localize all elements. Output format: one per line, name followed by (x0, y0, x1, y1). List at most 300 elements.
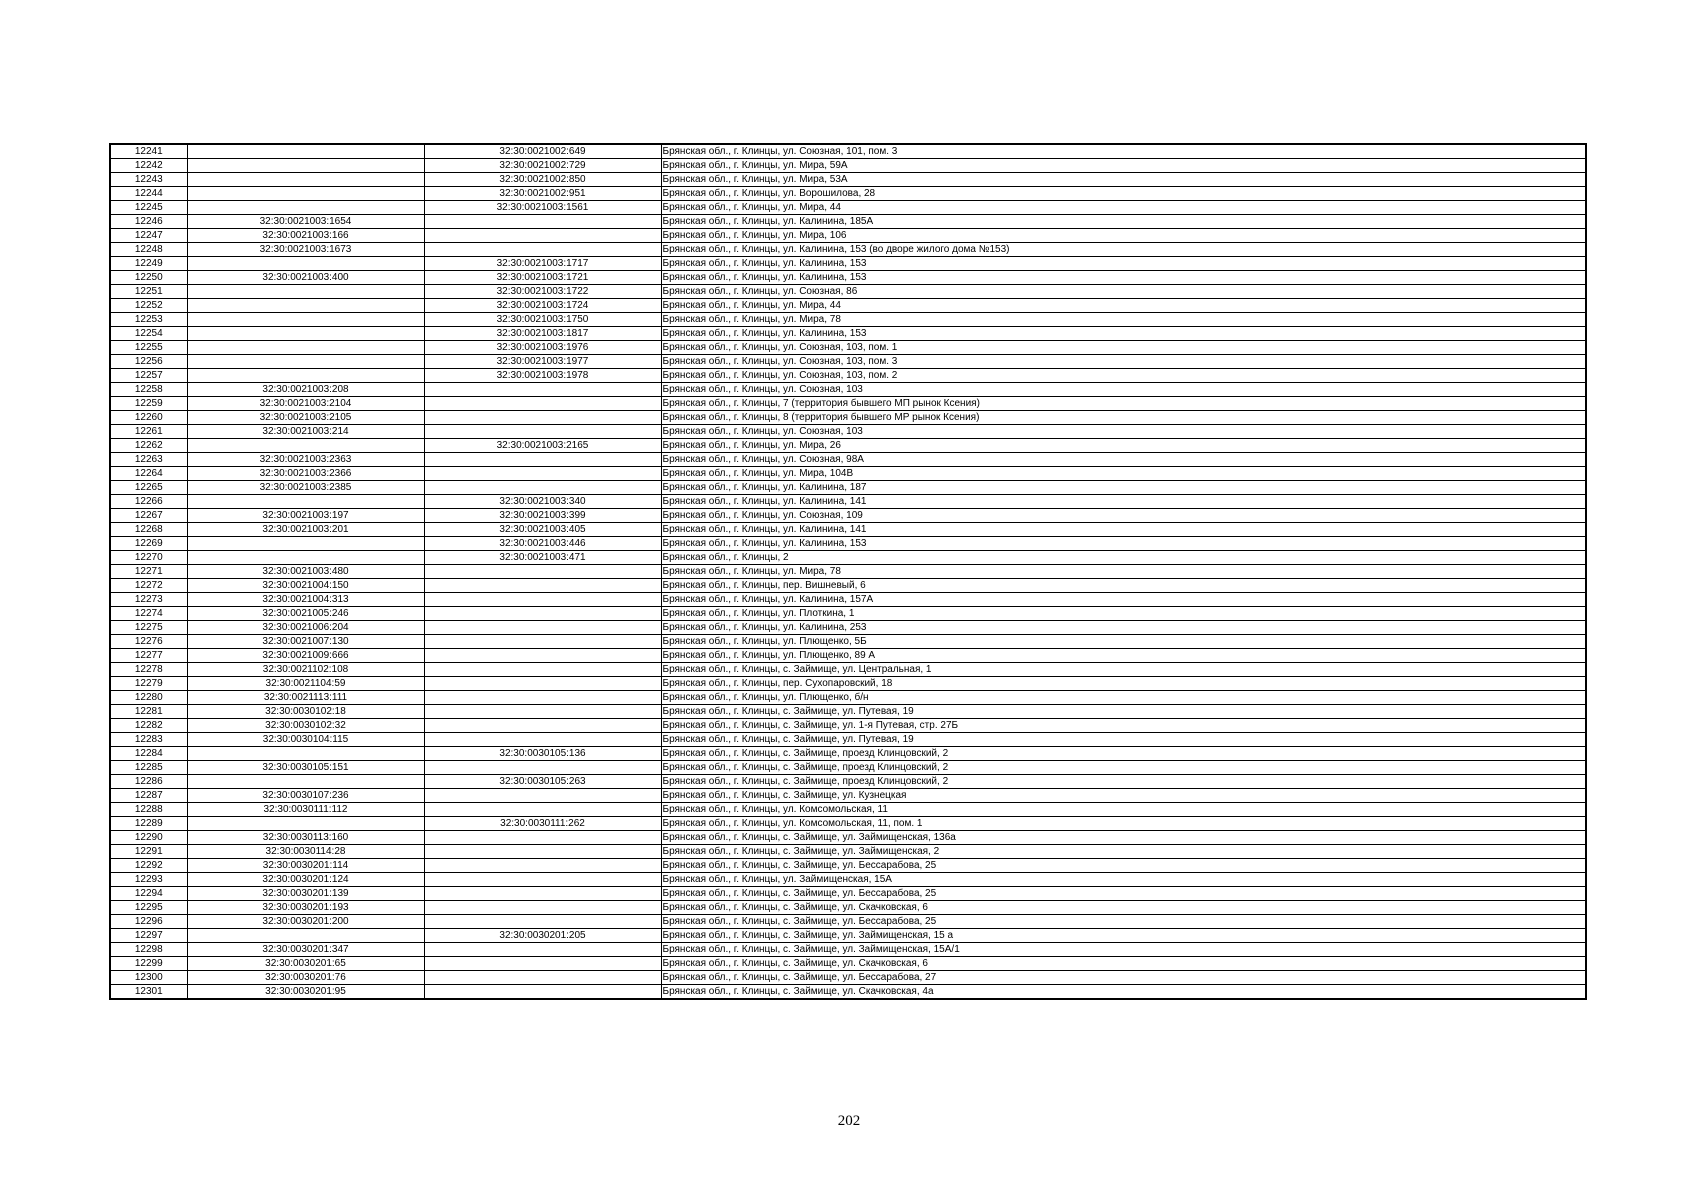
address-cell: Брянская обл., г. Клинцы, 8 (территория бывшего МР рынок Ксения) (661, 411, 1586, 425)
address-cell: Брянская обл., г. Клинцы, ул. Плющенко, 89 А (661, 649, 1586, 663)
cadastral-number-cell (187, 313, 424, 327)
address-cell: Брянская обл., г. Клинцы, с. Займище, ул. Путевая, 19 (661, 705, 1586, 719)
cadastral-number-alt-cell: 32:30:0021003:446 (424, 537, 661, 551)
cadastral-number-cell: 32:30:0030201:193 (187, 901, 424, 915)
table-row (110, 341, 1586, 355)
row-number-cell: 12253 (110, 313, 187, 327)
cadastral-number-alt-cell: 32:30:0021002:850 (424, 173, 661, 187)
cadastral-number-alt-cell (424, 859, 661, 873)
cadastral-number-alt-cell: 32:30:0030201:205 (424, 929, 661, 943)
cadastral-number-cell (187, 775, 424, 789)
address-cell: Брянская обл., г. Клинцы, ул. Мира, 104В (661, 467, 1586, 481)
address-cell: Брянская обл., г. Клинцы, ул. Калинина, 153 (661, 327, 1586, 341)
cadastral-number-cell: 32:30:0021003:214 (187, 425, 424, 439)
cadastral-number-alt-cell (424, 215, 661, 229)
cadastral-number-cell: 32:30:0021113:111 (187, 691, 424, 705)
cadastral-number-cell: 32:30:0030114:28 (187, 845, 424, 859)
row-number-cell: 12249 (110, 257, 187, 271)
row-number-cell: 12299 (110, 957, 187, 971)
cadastral-number-cell: 32:30:0021003:166 (187, 229, 424, 243)
cadastral-number-cell: 32:30:0021007:130 (187, 635, 424, 649)
row-number-cell: 12291 (110, 845, 187, 859)
address-cell: Брянская обл., г. Клинцы, ул. Союзная, 103 (661, 425, 1586, 439)
cadastral-number-cell: 32:30:0021003:480 (187, 565, 424, 579)
cadastral-number-alt-cell (424, 789, 661, 803)
cadastral-number-cell: 32:30:0030102:18 (187, 705, 424, 719)
table-row (110, 691, 1586, 705)
cadastral-number-alt-cell: 32:30:0021003:1977 (424, 355, 661, 369)
cadastral-number-alt-cell (424, 467, 661, 481)
table-row (110, 957, 1586, 971)
cadastral-number-cell: 32:30:0030201:200 (187, 915, 424, 929)
row-number-cell: 12297 (110, 929, 187, 943)
cadastral-number-cell: 32:30:0021006:204 (187, 621, 424, 635)
cadastral-number-alt-cell: 32:30:0021003:1724 (424, 299, 661, 313)
row-number-cell: 12288 (110, 803, 187, 817)
row-number-cell: 12242 (110, 159, 187, 173)
cadastral-number-alt-cell (424, 635, 661, 649)
address-cell: Брянская обл., г. Клинцы, ул. Калинина, 153 (661, 537, 1586, 551)
cadastral-number-alt-cell (424, 229, 661, 243)
cadastral-number-alt-cell (424, 565, 661, 579)
cadastral-number-alt-cell (424, 985, 661, 1000)
table-row (110, 565, 1586, 579)
cadastral-number-cell: 32:30:0021003:2366 (187, 467, 424, 481)
address-cell: Брянская обл., г. Клинцы, ул. Комсомольская, 11, пом. 1 (661, 817, 1586, 831)
table-row (110, 369, 1586, 383)
address-cell: Брянская обл., г. Клинцы, ул. Союзная, 103 (661, 383, 1586, 397)
table-row (110, 901, 1586, 915)
cadastral-number-cell (187, 257, 424, 271)
table-row (110, 733, 1586, 747)
row-number-cell: 12293 (110, 873, 187, 887)
cadastral-number-alt-cell: 32:30:0021003:2165 (424, 439, 661, 453)
address-cell: Брянская обл., г. Клинцы, ул. Союзная, 86 (661, 285, 1586, 299)
address-cell: Брянская обл., г. Клинцы, ул. Калинина, 141 (661, 495, 1586, 509)
address-cell: Брянская обл., г. Клинцы, ул. Союзная, 103, пом. 3 (661, 355, 1586, 369)
cadastral-number-cell (187, 439, 424, 453)
table-row (110, 803, 1586, 817)
cadastral-number-cell: 32:30:0021003:201 (187, 523, 424, 537)
table-row (110, 649, 1586, 663)
table-row (110, 201, 1586, 215)
cadastral-number-cell (187, 201, 424, 215)
cadastral-number-cell: 32:30:0030104:115 (187, 733, 424, 747)
row-number-cell: 12261 (110, 425, 187, 439)
address-cell: Брянская обл., г. Клинцы, с. Займище, ул. Центральная, 1 (661, 663, 1586, 677)
cadastral-number-cell (187, 341, 424, 355)
address-cell: Брянская обл., г. Клинцы, ул. Союзная, 98А (661, 453, 1586, 467)
address-cell: Брянская обл., г. Клинцы, с. Займище, ул. Бессарабова, 25 (661, 859, 1586, 873)
address-cell: Брянская обл., г. Клинцы, с. Займище, ул. Займищенская, 2 (661, 845, 1586, 859)
table-row (110, 551, 1586, 565)
table-row (110, 719, 1586, 733)
address-cell: Брянская обл., г. Клинцы, ул. Плоткина, 1 (661, 607, 1586, 621)
cadastral-number-cell: 32:30:0030201:65 (187, 957, 424, 971)
cadastral-number-alt-cell (424, 957, 661, 971)
address-cell: Брянская обл., г. Клинцы, с. Займище, ул. Займищенская, 136а (661, 831, 1586, 845)
cadastral-number-cell (187, 817, 424, 831)
row-number-cell: 12300 (110, 971, 187, 985)
address-cell: Брянская обл., г. Клинцы, с. Займище, ул. Бессарабова, 25 (661, 887, 1586, 901)
registry-table (109, 143, 1587, 1000)
row-number-cell: 12263 (110, 453, 187, 467)
cadastral-number-cell (187, 369, 424, 383)
address-cell: Брянская обл., г. Клинцы, ул. Плющенко, б/н (661, 691, 1586, 705)
cadastral-number-cell (187, 537, 424, 551)
address-cell: Брянская обл., г. Клинцы, ул. Калинина, 187 (661, 481, 1586, 495)
address-cell: Брянская обл., г. Клинцы, с. Займище, проезд Клинцовский, 2 (661, 761, 1586, 775)
row-number-cell: 12245 (110, 201, 187, 215)
table-row (110, 439, 1586, 453)
cadastral-number-alt-cell (424, 677, 661, 691)
row-number-cell: 12267 (110, 509, 187, 523)
cadastral-number-alt-cell: 32:30:0021003:399 (424, 509, 661, 523)
address-cell: Брянская обл., г. Клинцы, ул. Калинина, 153 (661, 257, 1586, 271)
table-row (110, 397, 1586, 411)
address-cell: Брянская обл., г. Клинцы, с. Займище, ул. Кузнецкая (661, 789, 1586, 803)
cadastral-number-cell: 32:30:0030201:76 (187, 971, 424, 985)
row-number-cell: 12285 (110, 761, 187, 775)
row-number-cell: 12282 (110, 719, 187, 733)
cadastral-number-alt-cell (424, 761, 661, 775)
table-row (110, 663, 1586, 677)
cadastral-number-cell: 32:30:0030201:124 (187, 873, 424, 887)
table-row (110, 887, 1586, 901)
cadastral-number-cell: 32:30:0030107:236 (187, 789, 424, 803)
table-row (110, 971, 1586, 985)
cadastral-number-cell: 32:30:0021102:108 (187, 663, 424, 677)
cadastral-number-alt-cell (424, 383, 661, 397)
table-row (110, 523, 1586, 537)
address-cell: Брянская обл., г. Клинцы, с. Займище, ул. Займищенская, 15А/1 (661, 943, 1586, 957)
cadastral-number-alt-cell (424, 705, 661, 719)
cadastral-number-alt-cell (424, 845, 661, 859)
table-row (110, 271, 1586, 285)
row-number-cell: 12268 (110, 523, 187, 537)
table-row (110, 747, 1586, 761)
cadastral-number-alt-cell: 32:30:0021003:1561 (424, 201, 661, 215)
row-number-cell: 12284 (110, 747, 187, 761)
table-row (110, 915, 1586, 929)
row-number-cell: 12301 (110, 985, 187, 1000)
table-row (110, 761, 1586, 775)
address-cell: Брянская обл., г. Клинцы, ул. Калинина, 141 (661, 523, 1586, 537)
row-number-cell: 12296 (110, 915, 187, 929)
address-cell: Брянская обл., г. Клинцы, с. Займище, проезд Клинцовский, 2 (661, 775, 1586, 789)
cadastral-number-alt-cell (424, 621, 661, 635)
row-number-cell: 12274 (110, 607, 187, 621)
address-cell: Брянская обл., г. Клинцы, с. Займище, ул. Скачковская, 6 (661, 957, 1586, 971)
cadastral-number-cell: 32:30:0021003:2363 (187, 453, 424, 467)
row-number-cell: 12244 (110, 187, 187, 201)
table-row (110, 481, 1586, 495)
cadastral-number-cell (187, 299, 424, 313)
cadastral-number-cell: 32:30:0030201:95 (187, 985, 424, 1000)
cadastral-number-alt-cell: 32:30:0021002:951 (424, 187, 661, 201)
address-cell: Брянская обл., г. Клинцы, ул. Мира, 44 (661, 299, 1586, 313)
address-cell: Брянская обл., г. Клинцы, ул. Мира, 44 (661, 201, 1586, 215)
cadastral-number-cell: 32:30:0030201:347 (187, 943, 424, 957)
table-row (110, 537, 1586, 551)
row-number-cell: 12292 (110, 859, 187, 873)
cadastral-number-alt-cell: 32:30:0030105:263 (424, 775, 661, 789)
cadastral-number-alt-cell (424, 663, 661, 677)
address-cell: Брянская обл., г. Клинцы, ул. Калинина, 253 (661, 621, 1586, 635)
row-number-cell: 12251 (110, 285, 187, 299)
cadastral-number-cell (187, 144, 424, 159)
table-row (110, 327, 1586, 341)
cadastral-number-cell (187, 551, 424, 565)
cadastral-number-alt-cell (424, 873, 661, 887)
cadastral-number-cell: 32:30:0030201:114 (187, 859, 424, 873)
address-cell: Брянская обл., г. Клинцы, ул. Калинина, 153 (661, 271, 1586, 285)
cadastral-number-alt-cell (424, 915, 661, 929)
table-row (110, 985, 1586, 1000)
row-number-cell: 12256 (110, 355, 187, 369)
row-number-cell: 12270 (110, 551, 187, 565)
row-number-cell: 12250 (110, 271, 187, 285)
cadastral-number-alt-cell: 32:30:0021002:729 (424, 159, 661, 173)
cadastral-number-cell (187, 187, 424, 201)
table-row (110, 943, 1586, 957)
table-row (110, 859, 1586, 873)
cadastral-number-cell: 32:30:0021004:313 (187, 593, 424, 607)
cadastral-number-alt-cell (424, 901, 661, 915)
cadastral-number-alt-cell (424, 831, 661, 845)
address-cell: Брянская обл., г. Клинцы, ул. Калинина, 157А (661, 593, 1586, 607)
cadastral-number-cell: 32:30:0021003:2385 (187, 481, 424, 495)
cadastral-number-alt-cell: 32:30:0021003:471 (424, 551, 661, 565)
cadastral-number-cell: 32:30:0021003:1673 (187, 243, 424, 257)
cadastral-number-cell: 32:30:0030201:139 (187, 887, 424, 901)
row-number-cell: 12266 (110, 495, 187, 509)
table-row (110, 285, 1586, 299)
cadastral-number-cell: 32:30:0021009:666 (187, 649, 424, 663)
table-row (110, 789, 1586, 803)
cadastral-number-alt-cell (424, 691, 661, 705)
table-row (110, 229, 1586, 243)
row-number-cell: 12257 (110, 369, 187, 383)
row-number-cell: 12295 (110, 901, 187, 915)
table-row (110, 355, 1586, 369)
cadastral-number-alt-cell (424, 425, 661, 439)
row-number-cell: 12271 (110, 565, 187, 579)
cadastral-number-cell (187, 929, 424, 943)
address-cell: Брянская обл., г. Клинцы, 2 (661, 551, 1586, 565)
cadastral-number-alt-cell (424, 411, 661, 425)
table-row (110, 159, 1586, 173)
address-cell: Брянская обл., г. Клинцы, с. Займище, ул. Скачковская, 6 (661, 901, 1586, 915)
table-row (110, 873, 1586, 887)
address-cell: Брянская обл., г. Клинцы, с. Займище, ул. Бессарабова, 27 (661, 971, 1586, 985)
row-number-cell: 12252 (110, 299, 187, 313)
table-row (110, 467, 1586, 481)
row-number-cell: 12294 (110, 887, 187, 901)
row-number-cell: 12277 (110, 649, 187, 663)
cadastral-number-alt-cell (424, 719, 661, 733)
cadastral-number-cell: 32:30:0021005:246 (187, 607, 424, 621)
row-number-cell: 12258 (110, 383, 187, 397)
table-row (110, 411, 1586, 425)
address-cell: Брянская обл., г. Клинцы, с. Займище, ул. Путевая, 19 (661, 733, 1586, 747)
table-row (110, 775, 1586, 789)
row-number-cell: 12276 (110, 635, 187, 649)
address-cell: Брянская обл., г. Клинцы, с. Займище, ул. Бессарабова, 25 (661, 915, 1586, 929)
page-number: 202 (837, 1113, 861, 1129)
address-cell: Брянская обл., г. Клинцы, ул. Мира, 59А (661, 159, 1586, 173)
cadastral-number-alt-cell (424, 649, 661, 663)
address-cell: Брянская обл., г. Клинцы, ул. Калинина, 185А (661, 215, 1586, 229)
row-number-cell: 12286 (110, 775, 187, 789)
row-number-cell: 12279 (110, 677, 187, 691)
address-cell: Брянская обл., г. Клинцы, ул. Союзная, 101, пом. 3 (661, 144, 1586, 159)
row-number-cell: 12290 (110, 831, 187, 845)
row-number-cell: 12254 (110, 327, 187, 341)
cadastral-number-cell: 32:30:0030102:32 (187, 719, 424, 733)
cadastral-number-alt-cell (424, 733, 661, 747)
cadastral-number-alt-cell: 32:30:0021003:1750 (424, 313, 661, 327)
table-row (110, 593, 1586, 607)
cadastral-number-cell (187, 327, 424, 341)
table-row (110, 831, 1586, 845)
address-cell: Брянская обл., г. Клинцы, с. Займище, ул. Займищенская, 15 а (661, 929, 1586, 943)
address-cell: Брянская обл., г. Клинцы, ул. Мира, 106 (661, 229, 1586, 243)
row-number-cell: 12265 (110, 481, 187, 495)
cadastral-number-cell: 32:30:0030105:151 (187, 761, 424, 775)
table-row (110, 299, 1586, 313)
row-number-cell: 12259 (110, 397, 187, 411)
table-row (110, 607, 1586, 621)
cadastral-number-alt-cell: 32:30:0030111:262 (424, 817, 661, 831)
cadastral-number-alt-cell: 32:30:0021003:1978 (424, 369, 661, 383)
table-row (110, 621, 1586, 635)
cadastral-number-alt-cell (424, 243, 661, 257)
address-cell: Брянская обл., г. Клинцы, ул. Союзная, 109 (661, 509, 1586, 523)
table-row (110, 509, 1586, 523)
row-number-cell: 12281 (110, 705, 187, 719)
address-cell: Брянская обл., г. Клинцы, с. Займище, ул. 1-я Путевая, стр. 27Б (661, 719, 1586, 733)
cadastral-number-alt-cell: 32:30:0021003:1976 (424, 341, 661, 355)
address-cell: Брянская обл., г. Клинцы, ул. Плющенко, 5Б (661, 635, 1586, 649)
cadastral-number-cell: 32:30:0030111:112 (187, 803, 424, 817)
table-row (110, 677, 1586, 691)
cadastral-number-cell: 32:30:0021003:2105 (187, 411, 424, 425)
table-row (110, 243, 1586, 257)
row-number-cell: 12272 (110, 579, 187, 593)
cadastral-number-alt-cell (424, 453, 661, 467)
cadastral-number-cell: 32:30:0021003:1654 (187, 215, 424, 229)
row-number-cell: 12280 (110, 691, 187, 705)
table-row (110, 929, 1586, 943)
row-number-cell: 12246 (110, 215, 187, 229)
cadastral-number-cell: 32:30:0021104:59 (187, 677, 424, 691)
cadastral-number-alt-cell (424, 607, 661, 621)
table-row (110, 453, 1586, 467)
row-number-cell: 12264 (110, 467, 187, 481)
cadastral-number-cell (187, 747, 424, 761)
cadastral-number-cell (187, 159, 424, 173)
address-cell: Брянская обл., г. Клинцы, ул. Мира, 78 (661, 565, 1586, 579)
cadastral-number-cell (187, 285, 424, 299)
cadastral-number-alt-cell (424, 579, 661, 593)
table-row (110, 383, 1586, 397)
table-row (110, 215, 1586, 229)
row-number-cell: 12298 (110, 943, 187, 957)
row-number-cell: 12247 (110, 229, 187, 243)
cadastral-number-alt-cell: 32:30:0021003:405 (424, 523, 661, 537)
cadastral-number-alt-cell (424, 481, 661, 495)
row-number-cell: 12289 (110, 817, 187, 831)
address-cell: Брянская обл., г. Клинцы, ул. Калинина, 153 (во дворе жилого дома №153) (661, 243, 1586, 257)
table-row (110, 635, 1586, 649)
cadastral-number-alt-cell (424, 397, 661, 411)
cadastral-number-alt-cell (424, 887, 661, 901)
address-cell: Брянская обл., г. Клинцы, ул. Комсомольская, 11 (661, 803, 1586, 817)
cadastral-number-alt-cell (424, 943, 661, 957)
cadastral-number-alt-cell: 32:30:0021003:340 (424, 495, 661, 509)
table-row (110, 705, 1586, 719)
cadastral-number-cell: 32:30:0021003:2104 (187, 397, 424, 411)
address-cell: Брянская обл., г. Клинцы, ул. Мира, 53А (661, 173, 1586, 187)
address-cell: Брянская обл., г. Клинцы, с. Займище, проезд Клинцовский, 2 (661, 747, 1586, 761)
address-cell: Брянская обл., г. Клинцы, ул. Союзная, 103, пом. 2 (661, 369, 1586, 383)
table-row (110, 495, 1586, 509)
table-row (110, 257, 1586, 271)
cadastral-number-alt-cell: 32:30:0030105:136 (424, 747, 661, 761)
row-number-cell: 12241 (110, 144, 187, 159)
cadastral-number-alt-cell: 32:30:0021003:1717 (424, 257, 661, 271)
row-number-cell: 12278 (110, 663, 187, 677)
cadastral-number-alt-cell: 32:30:0021002:649 (424, 144, 661, 159)
address-cell: Брянская обл., г. Клинцы, с. Займище, ул. Скачковская, 4а (661, 985, 1586, 1000)
cadastral-number-cell (187, 495, 424, 509)
cadastral-number-cell: 32:30:0030113:160 (187, 831, 424, 845)
registry-table-body (110, 144, 1586, 999)
row-number-cell: 12283 (110, 733, 187, 747)
cadastral-number-cell: 32:30:0021003:400 (187, 271, 424, 285)
table-row (110, 144, 1586, 159)
table-row (110, 579, 1586, 593)
address-cell: Брянская обл., г. Клинцы, пер. Сухопаровский, 18 (661, 677, 1586, 691)
cadastral-number-cell (187, 355, 424, 369)
cadastral-number-alt-cell (424, 803, 661, 817)
address-cell: Брянская обл., г. Клинцы, ул. Займищенская, 15А (661, 873, 1586, 887)
cadastral-number-cell: 32:30:0021003:197 (187, 509, 424, 523)
address-cell: Брянская обл., г. Клинцы, ул. Мира, 26 (661, 439, 1586, 453)
table-row (110, 313, 1586, 327)
address-cell: Брянская обл., г. Клинцы, 7 (территория бывшего МП рынок Ксения) (661, 397, 1586, 411)
row-number-cell: 12273 (110, 593, 187, 607)
cadastral-number-alt-cell: 32:30:0021003:1722 (424, 285, 661, 299)
row-number-cell: 12243 (110, 173, 187, 187)
cadastral-number-alt-cell (424, 971, 661, 985)
table-row (110, 845, 1586, 859)
cadastral-number-alt-cell: 32:30:0021003:1817 (424, 327, 661, 341)
address-cell: Брянская обл., г. Клинцы, пер. Вишневый, 6 (661, 579, 1586, 593)
address-cell: Брянская обл., г. Клинцы, ул. Ворошилова, 28 (661, 187, 1586, 201)
table-row (110, 817, 1586, 831)
row-number-cell: 12248 (110, 243, 187, 257)
cadastral-number-cell: 32:30:0021004:150 (187, 579, 424, 593)
address-cell: Брянская обл., г. Клинцы, ул. Мира, 78 (661, 313, 1586, 327)
row-number-cell: 12255 (110, 341, 187, 355)
table-row (110, 187, 1586, 201)
table-row (110, 173, 1586, 187)
row-number-cell: 12275 (110, 621, 187, 635)
address-cell: Брянская обл., г. Клинцы, ул. Союзная, 103, пом. 1 (661, 341, 1586, 355)
cadastral-number-alt-cell (424, 593, 661, 607)
